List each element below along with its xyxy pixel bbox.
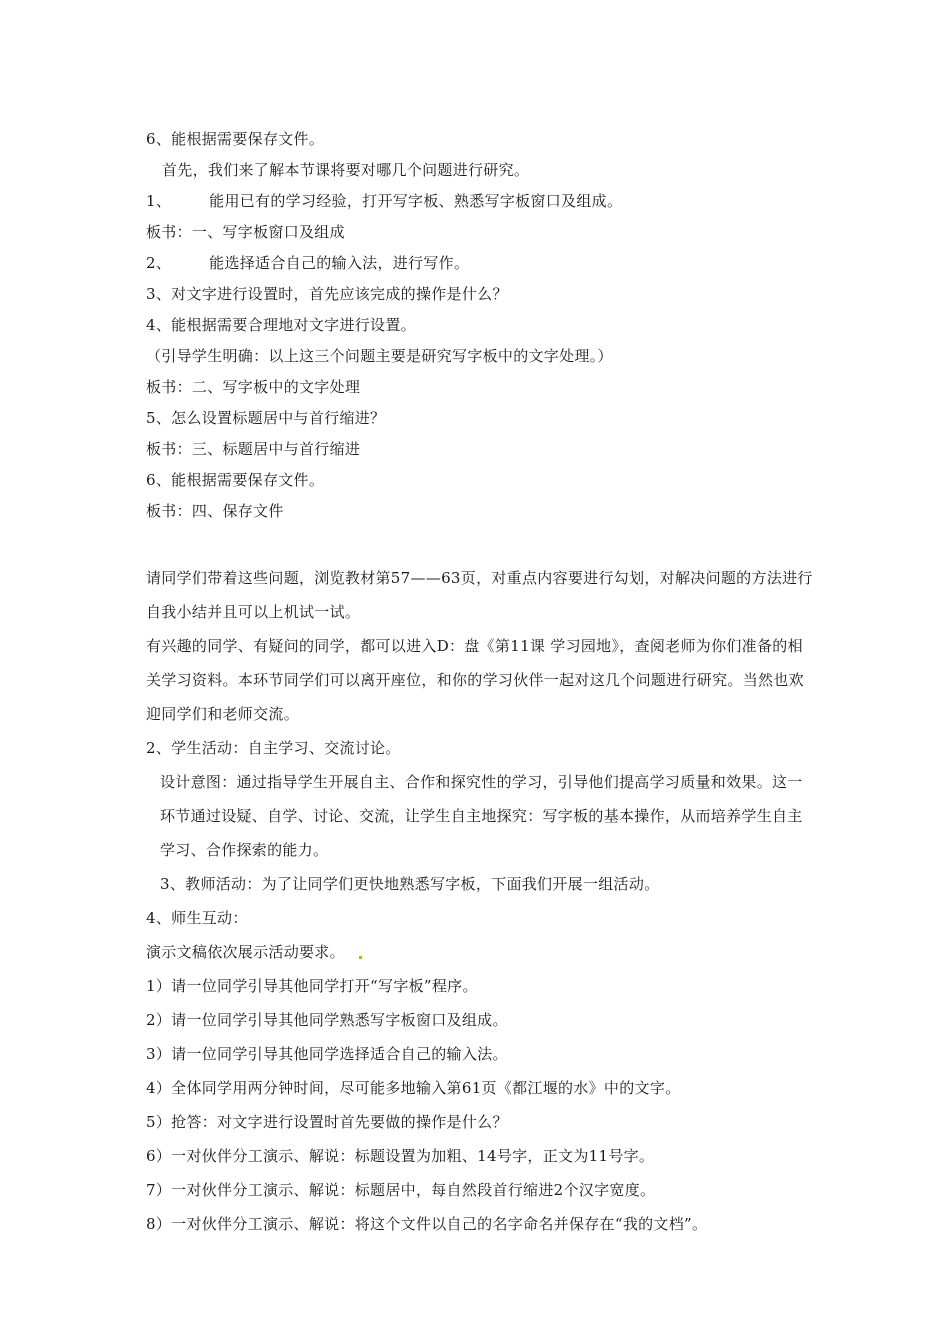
item-number: 2、: [146, 254, 172, 272]
activity-item: 5）抢答：对文字进行设置时首先要做的操作是什么？: [146, 1113, 508, 1131]
numbered-item: [146, 186, 816, 217]
paragraph: [146, 935, 816, 969]
text-line: 4、能根据需要合理地对文字进行设置。: [146, 316, 416, 334]
board-note: 板书：四、保存文件: [146, 502, 284, 520]
item-number: 1、: [146, 192, 172, 210]
activity-item: 7）一对伙伴分工演示、解说：标题居中，每自然段首行缩进2个汉字宽度。: [146, 1181, 656, 1199]
paragraph: 有兴趣的同学、有疑问的同学，都可以进入D：盘《第11课 学习园地》，查阅老师为你们准备的相关学习资料。本环节同学们可以离开座位，和你的学习伙伴一起对这几个问题进行研究。当然也欢迎同学们和老师交流。: [146, 637, 804, 723]
paragraph: 2、学生活动：自主学习、交流讨论。: [146, 739, 401, 757]
text-line: （引导学生明确：以上这三个问题主要是研究写字板中的文字处理。）: [146, 347, 613, 365]
numbered-item: [146, 248, 816, 279]
blank-line: [146, 527, 816, 561]
item-text: 能选择适合自己的输入法，进行写作。: [209, 254, 470, 272]
activity-item: 1）请一位同学引导其他同学打开“写字板”程序。: [146, 977, 478, 995]
paragraph: 设计意图：通过指导学生开展自主、合作和探究性的学习，引导他们提高学习质量和效果。这一环节通过设疑、自学、讨论、交流，让学生自主地探究：写字板的基本操作，从而培养学生自主学习、合作探索的能力。: [160, 773, 803, 859]
text-line: 3、对文字进行设置时，首先应该完成的操作是什么？: [146, 285, 508, 303]
paragraph: 请同学们带着这些问题，浏览教材第57——63页，对重点内容要进行勾划，对解决问题的方法进行自我小结并且可以上机试一试。: [146, 569, 813, 621]
paragraph: 4、师生互动：: [146, 909, 248, 927]
text-line: 5、怎么设置标题居中与首行缩进？: [146, 409, 386, 427]
document-body: [146, 124, 816, 1241]
activity-item: 8）一对伙伴分工演示、解说：将这个文件以自己的名字命名并保存在“我的文档”。: [146, 1215, 708, 1233]
activity-item: 3）请一位同学引导其他同学选择适合自己的输入法。: [146, 1045, 508, 1063]
dot-mark: [359, 956, 362, 959]
paragraph-text: 演示文稿依次展示活动要求。: [146, 943, 345, 961]
board-note: 板书：二、写字板中的文字处理: [146, 378, 361, 396]
text-line: 6、能根据需要保存文件。: [146, 130, 325, 148]
item-text: 能用已有的学习经验，打开写字板、熟悉写字板窗口及组成。: [209, 192, 623, 210]
activity-item: 6）一对伙伴分工演示、解说：标题设置为加粗、14号字，正文为11号字。: [146, 1147, 655, 1165]
activity-item: 2）请一位同学引导其他同学熟悉写字板窗口及组成。: [146, 1011, 508, 1029]
activity-item: 4）全体同学用两分钟时间，尽可能多地输入第61页《都江堰的水》中的文字。: [146, 1079, 681, 1097]
text-line: 首先，我们来了解本节课将要对哪几个问题进行研究。: [162, 161, 530, 179]
board-note: 板书：一、写字板窗口及组成: [146, 223, 345, 241]
text-line: 6、能根据需要保存文件。: [146, 471, 325, 489]
board-note: 板书：三、标题居中与首行缩进: [146, 440, 361, 458]
paragraph: 3、教师活动：为了让同学们更快地熟悉写字板，下面我们开展一组活动。: [160, 875, 660, 893]
